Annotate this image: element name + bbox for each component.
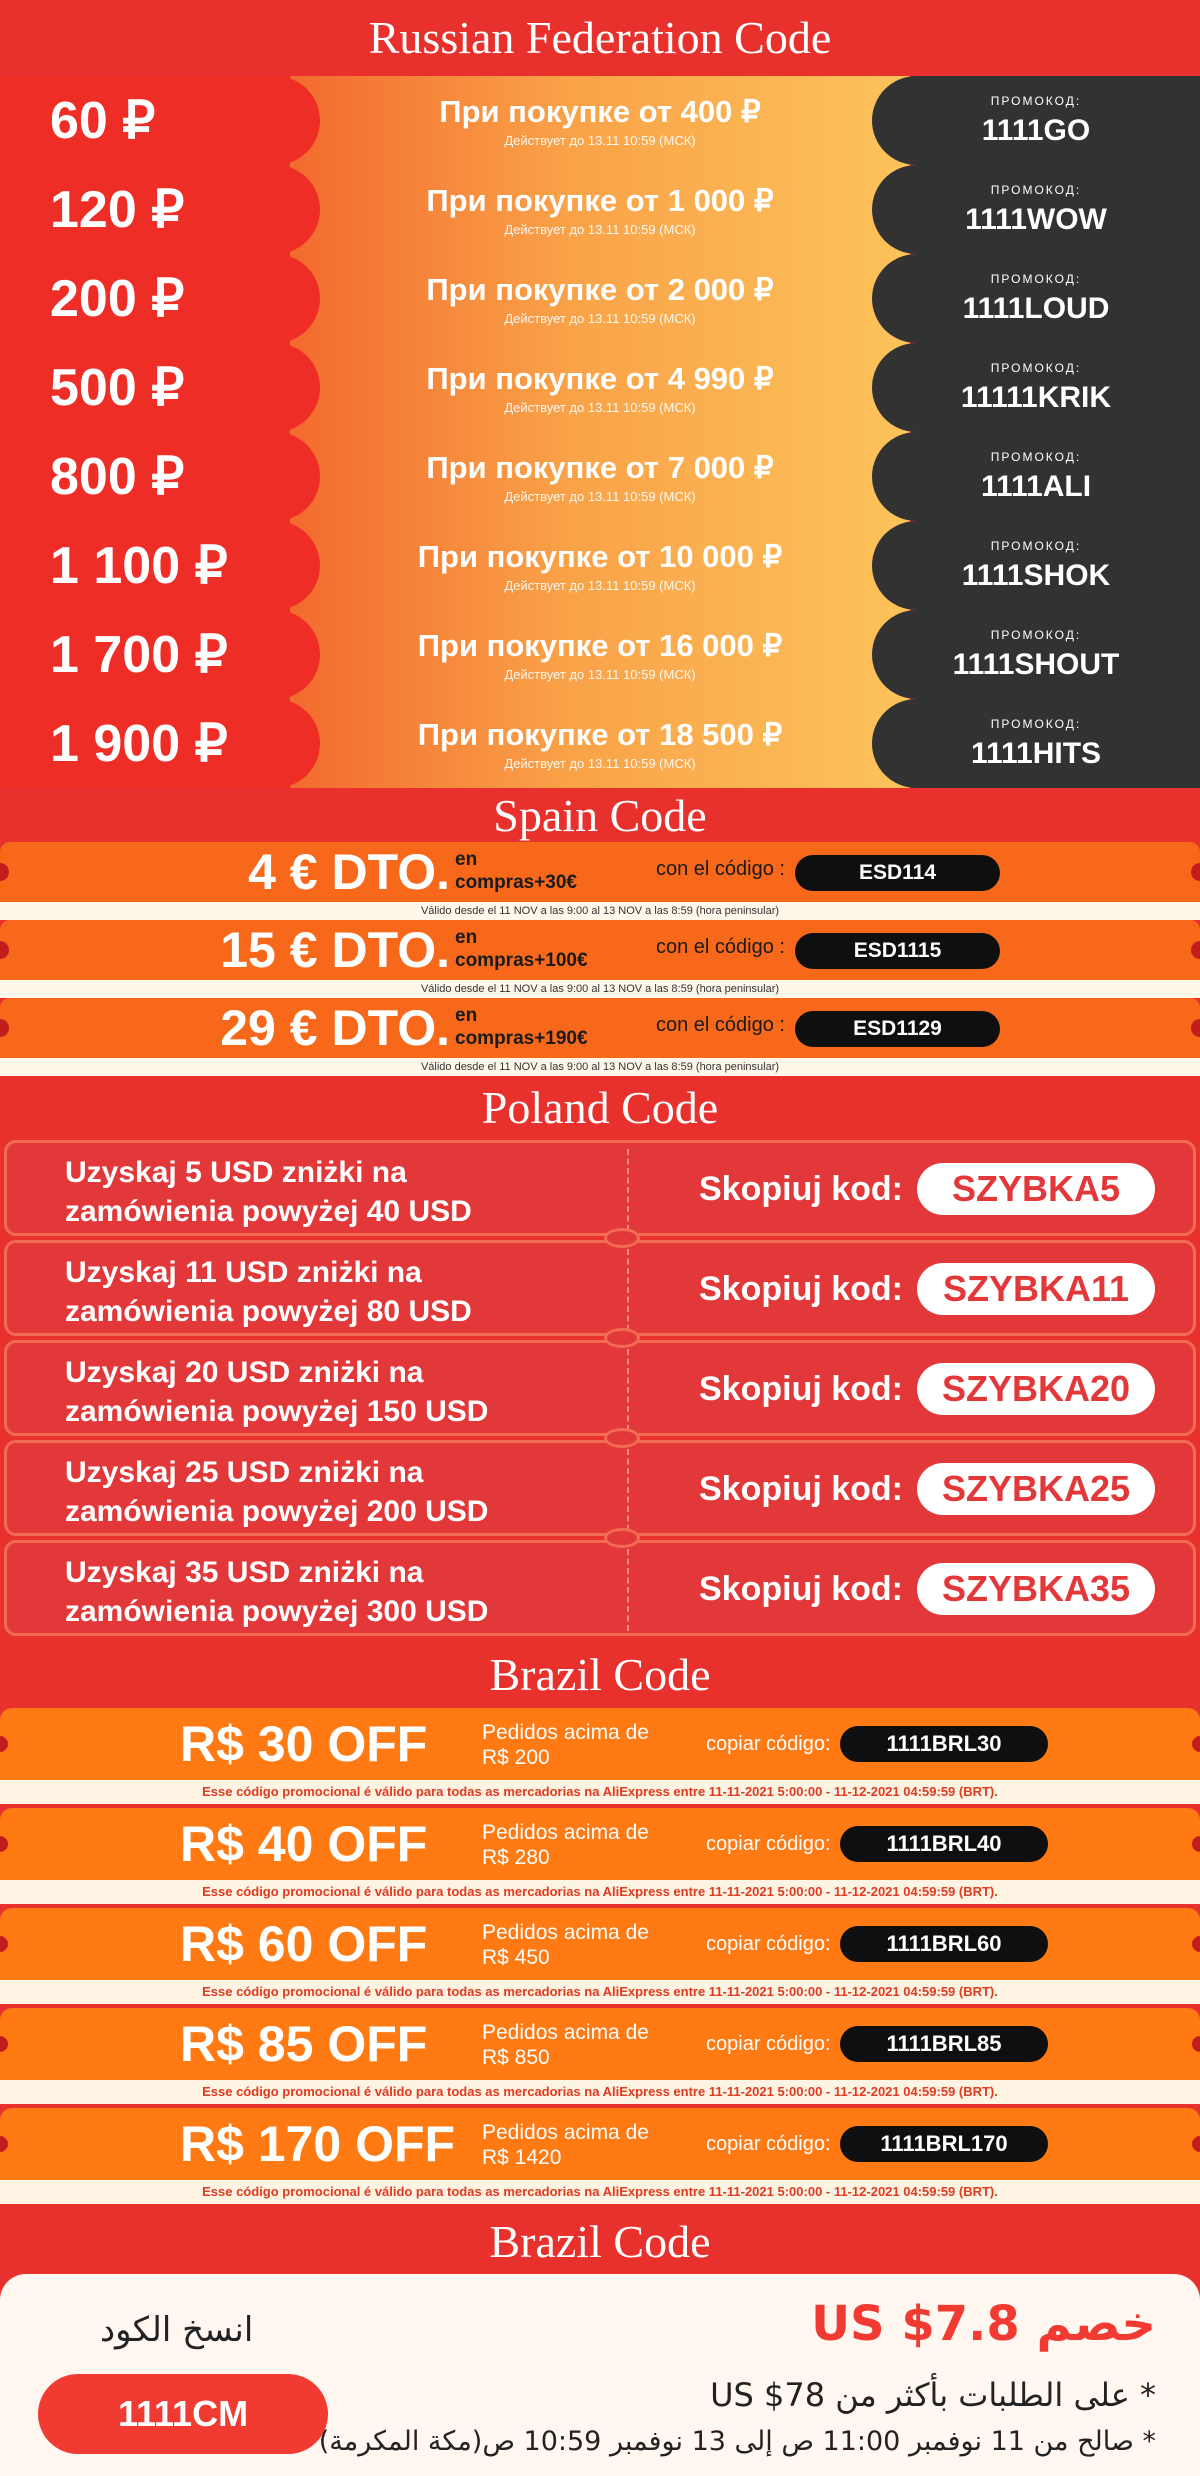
promo-code-box[interactable] [872,165,1200,254]
code-label: con el código : [656,936,785,958]
brazil-coupon[interactable] [0,1708,1200,1806]
validity-text: Esse código promocional é válido para todas as mercadorias na AliExpress entre 11-11-2021 5:00:00 - 11-12-2021 04:59:59 (BRT). [0,1980,1200,2004]
promo-code-label: ПРОМОКОД: [990,716,1082,731]
validity-text: Esse código promocional é válido para todas as mercadorias na AliExpress entre 11-11-2021 5:00:00 - 11-12-2021 04:59:59 (BRT). [0,2180,1200,2204]
validity-text: Esse código promocional é válido para todas as mercadorias na AliExpress entre 11-11-2021 5:00:00 - 11-12-2021 04:59:59 (BRT). [0,1880,1200,1904]
min-purchase-value: R$ 850 [482,2046,550,2069]
promo-code[interactable]: ESD1129 [795,1011,1000,1047]
description-line: zamówienia powyżej 80 USD [65,1295,472,1328]
spain-coupon-list [0,842,1200,1076]
coupon-condition [290,165,910,254]
promo-code: 1111SHOK [961,558,1111,592]
promo-code-box[interactable] [872,343,1200,432]
promo-code-label: ПРОМОКОД: [990,627,1082,642]
copy-code-label: copiar código: [706,2133,831,2155]
min-purchase-value: R$ 200 [482,1746,550,1769]
discount-amount: 1 700 ₽ [0,610,320,699]
coupon-condition [290,343,910,432]
coupon-description [65,1553,625,1631]
copy-code-label: copiar código: [706,1733,831,1755]
promo-code-box[interactable] [872,521,1200,610]
coupon-condition [290,432,910,521]
condition-text: При покупке от 400 ₽ [439,93,761,129]
poland-coupon[interactable] [4,1440,1196,1536]
copy-code-label: Skopiuj kod: [699,1370,903,1408]
copy-code-label: Skopiuj kod: [699,1470,903,1508]
validity-text: Válido desde el 11 NOV a las 9:00 al 13 NOV a las 8:59 (hora peninsular) [0,902,1200,920]
min-purchase [482,2120,702,2170]
promo-code-box[interactable] [872,254,1200,343]
coupon-description [65,1153,625,1231]
min-purchase-prefix: Pedidos acima de [482,2121,649,2144]
promo-code[interactable]: 1111BRL85 [840,2026,1048,2062]
discount-headline: خصم US $7.8 [811,2296,1156,2352]
condition-text: При покупке от 7 000 ₽ [426,449,774,485]
coupon-description [65,1453,625,1531]
min-purchase [482,1720,702,1770]
discount-amount: 15 € DTO. [220,922,450,978]
promo-code: 1111LOUD [962,291,1110,325]
condition-text: При покупке от 1 000 ₽ [426,182,774,218]
spain-coupon[interactable] [0,998,1200,1076]
code-label: con el código : [656,858,785,880]
promo-code: 1111HITS [970,736,1102,770]
promo-code-label: ПРОМОКОД: [990,93,1082,108]
spain-section-title: Spain Code [493,790,707,841]
validity-text: Válido desde el 11 NOV a las 9:00 al 13 NOV a las 8:59 (hora peninsular) [0,980,1200,998]
min-purchase-prefix: Pedidos acima de [482,1921,649,1944]
russia-coupon[interactable] [0,165,1200,254]
validity-text: Действует до 13.11 10:59 (МСК) [504,666,696,682]
russia-coupon[interactable] [0,343,1200,432]
promo-code-box[interactable] [872,76,1200,165]
description-line: zamówienia powyżej 300 USD [65,1595,489,1628]
description-line: zamówienia powyżej 200 USD [65,1495,489,1528]
min-purchase-value: compras+100€ [455,950,588,971]
promo-code[interactable]: SZYBKA25 [917,1463,1155,1515]
min-purchase-value: compras+30€ [455,872,577,893]
discount-amount: 800 ₽ [0,432,320,521]
russia-coupon[interactable] [0,699,1200,788]
brazil-coupon[interactable] [0,2008,1200,2106]
copy-code-label: Skopiuj kod: [699,1270,903,1308]
validity-text: Действует до 13.11 10:59 (МСК) [504,221,696,237]
promo-code-label: ПРОМОКОД: [990,271,1082,286]
dashed-divider [627,1249,629,1331]
coupon-condition [290,610,910,699]
promo-code-box[interactable] [872,699,1200,788]
russia-section-title: Russian Federation Code [368,12,832,63]
promo-code-box[interactable] [872,432,1200,521]
copy-code-label: Skopiuj kod: [699,1170,903,1208]
promo-code[interactable]: 1111BRL30 [840,1726,1048,1762]
promo-code[interactable]: 1111BRL170 [840,2126,1048,2162]
copy-code-label: انسخ الكود [100,2310,254,2350]
validity-text: Действует до 13.11 10:59 (МСК) [504,488,696,504]
russia-coupon[interactable] [0,254,1200,343]
russia-coupon[interactable] [0,76,1200,165]
discount-amount: R$ 85 OFF [180,2016,428,2072]
brazil-coupon[interactable] [0,1908,1200,2006]
dashed-divider [627,1549,629,1631]
dashed-divider [627,1449,629,1531]
promo-code[interactable]: 1111BRL40 [840,1826,1048,1862]
description-line: Uzyskaj 5 USD zniżki na [65,1156,407,1189]
copy-code-label: copiar código: [706,1833,831,1855]
min-purchase [455,926,635,972]
ticket-knot [604,1228,640,1248]
min-purchase [455,1004,635,1050]
coupon-condition [290,521,910,610]
dashed-divider [627,1149,629,1231]
promo-code[interactable]: SZYBKA5 [917,1163,1155,1215]
poland-section-title: Poland Code [481,1082,719,1133]
copy-code-button[interactable]: 1111CM [38,2374,328,2454]
discount-amount: R$ 170 OFF [180,2116,456,2172]
min-purchase [482,2020,702,2070]
condition-text: При покупке от 10 000 ₽ [417,538,783,574]
min-purchase-prefix: Pedidos acima de [482,1721,649,1744]
promo-code-label: ПРОМОКОД: [990,449,1082,464]
copy-code-label: Skopiuj kod: [699,1570,903,1608]
min-purchase [482,1820,702,1870]
validity-text: * صالح من 11 نوفمبر 11:00 ص إلى 13 نوفمبر 10:59 ص(مكة المكرمة) [318,2426,1156,2457]
promo-code: 1111WOW [965,202,1107,236]
poland-coupon[interactable] [4,1240,1196,1336]
promo-code: 1111GO [981,113,1091,147]
ticket-knot [604,1328,640,1348]
condition-text: При покупке от 2 000 ₽ [426,271,774,307]
poland-coupon[interactable] [4,1540,1196,1636]
promo-code-box[interactable] [872,610,1200,699]
discount-amount: 29 € DTO. [220,1000,450,1056]
arabic-section-title: Brazil Code [489,2216,711,2267]
min-purchase-prefix: en [455,1005,478,1026]
russia-coupon[interactable] [0,521,1200,610]
min-purchase-value: compras+190€ [455,1028,588,1049]
condition-text: При покупке от 16 000 ₽ [417,627,783,663]
discount-amount: 1 900 ₽ [0,699,320,788]
min-purchase-prefix: en [455,849,478,870]
arabic-coupon-card[interactable] [0,2274,1200,2476]
promo-code[interactable]: SZYBKA20 [917,1363,1155,1415]
validity-text: Действует до 13.11 10:59 (МСК) [504,399,696,415]
brazil-section-title: Brazil Code [489,1649,711,1700]
min-purchase-value: R$ 280 [482,1846,550,1869]
promo-code-label: ПРОМОКОД: [990,182,1082,197]
description-line: Uzyskaj 25 USD zniżki na [65,1456,424,1489]
validity-text: Действует до 13.11 10:59 (МСК) [504,132,696,148]
promo-code: 1111ALI [980,469,1092,503]
promo-code-label: ПРОМОКОД: [990,360,1082,375]
discount-amount: 500 ₽ [0,343,320,432]
russia-coupon[interactable] [0,610,1200,699]
min-purchase-prefix: Pedidos acima de [482,2021,649,2044]
promo-code-label: ПРОМОКОД: [990,538,1082,553]
validity-text: Esse código promocional é válido para todas as mercadorias na AliExpress entre 11-11-2021 5:00:00 - 11-12-2021 04:59:59 (BRT). [0,1780,1200,1804]
discount-amount: 4 € DTO. [248,844,450,900]
description-line: Uzyskaj 35 USD zniżki na [65,1556,424,1589]
brazil-coupon-list [0,1708,1200,2208]
description-line: Uzyskaj 20 USD zniżki na [65,1356,424,1389]
code-label: con el código : [656,1014,785,1036]
min-purchase [482,1920,702,1970]
promo-code[interactable]: ESD1115 [795,933,1000,969]
spain-coupon[interactable] [0,842,1200,920]
coupon-description [65,1253,625,1331]
promo-code: 11111KRIK [960,380,1112,414]
validity-text: Действует до 13.11 10:59 (МСК) [504,577,696,593]
promo-code[interactable]: SZYBKA11 [917,1263,1155,1315]
min-purchase-value: R$ 450 [482,1946,550,1969]
dashed-divider [627,1349,629,1431]
russia-coupon-list [0,76,1200,790]
poland-coupon[interactable] [4,1340,1196,1436]
poland-coupon[interactable] [4,1140,1196,1236]
ticket-knot [604,1528,640,1548]
coupon-condition [290,699,910,788]
min-purchase-prefix: Pedidos acima de [482,1821,649,1844]
validity-text: Действует до 13.11 10:59 (МСК) [504,755,696,771]
discount-amount: 1 100 ₽ [0,521,320,610]
validity-text: Действует до 13.11 10:59 (МСК) [504,310,696,326]
min-purchase-prefix: en [455,927,478,948]
description-line: zamówienia powyżej 150 USD [65,1395,489,1428]
promo-code[interactable]: SZYBKA35 [917,1563,1155,1615]
discount-amount: 200 ₽ [0,254,320,343]
min-purchase-value: R$ 1420 [482,2146,562,2169]
spain-coupon[interactable] [0,920,1200,998]
promo-code[interactable]: ESD114 [795,855,1000,891]
copy-code-label: copiar código: [706,1933,831,1955]
validity-text: Válido desde el 11 NOV a las 9:00 al 13 NOV a las 8:59 (hora peninsular) [0,1058,1200,1076]
min-purchase [455,848,635,894]
brazil-coupon[interactable] [0,2108,1200,2206]
coupon-condition [290,76,910,165]
coupon-description [65,1353,625,1431]
condition-text: При покупке от 4 990 ₽ [426,360,774,396]
condition-text: При покупке от 18 500 ₽ [417,716,783,752]
promo-code: 1111SHOUT [952,647,1120,681]
promo-code[interactable]: 1111BRL60 [840,1926,1048,1962]
ticket-knot [604,1428,640,1448]
copy-code-label: copiar código: [706,2033,831,2055]
discount-amount: R$ 40 OFF [180,1816,428,1872]
discount-amount: 60 ₽ [0,76,320,165]
description-line: zamówienia powyżej 40 USD [65,1195,472,1228]
validity-text: Esse código promocional é válido para todas as mercadorias na AliExpress entre 11-11-2021 5:00:00 - 11-12-2021 04:59:59 (BRT). [0,2080,1200,2104]
discount-amount: R$ 30 OFF [180,1716,428,1772]
brazil-coupon[interactable] [0,1808,1200,1906]
russia-coupon[interactable] [0,432,1200,521]
min-purchase-text: * على الطلبات بأكثر من US $78 [710,2376,1156,2414]
discount-amount: 120 ₽ [0,165,320,254]
discount-amount: R$ 60 OFF [180,1916,428,1972]
poland-coupon-list [0,1140,1200,1642]
coupon-condition [290,254,910,343]
description-line: Uzyskaj 11 USD zniżki na [65,1256,422,1289]
